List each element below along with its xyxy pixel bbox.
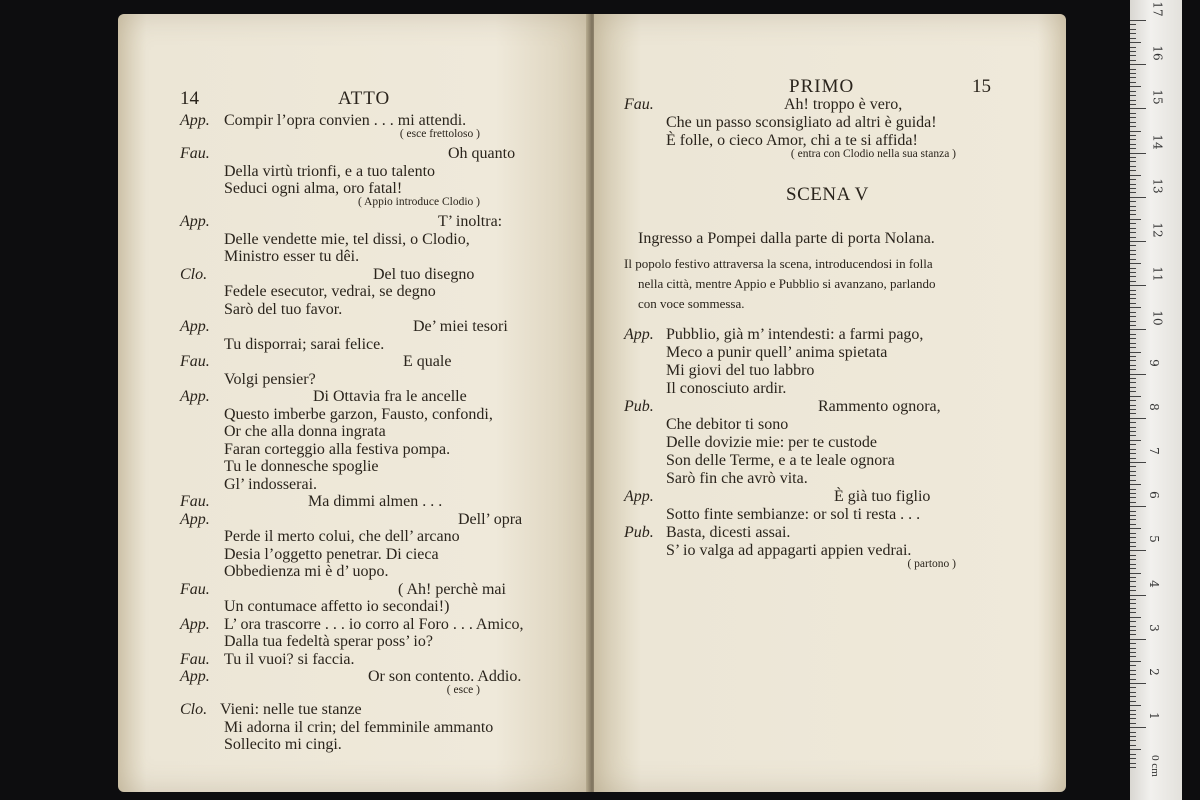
ruler-tick (1130, 369, 1136, 370)
ruler-tick (1130, 161, 1136, 162)
ruler-tick (1130, 608, 1136, 609)
ruler-tick (1130, 33, 1136, 34)
ruler-tick (1130, 409, 1136, 410)
ruler-tick (1130, 573, 1141, 574)
verse-line: Delle dovizie mie: per te custode (666, 434, 878, 451)
ruler-tick (1130, 153, 1146, 154)
ruler-tick (1130, 643, 1136, 644)
ruler-tick (1130, 519, 1136, 520)
verse-line: Ma dimmi almen . . . (308, 493, 443, 510)
ruler-tick (1130, 272, 1136, 273)
ruler-tick (1130, 360, 1136, 361)
running-header: ATTO (338, 88, 391, 109)
ruler-tick (1130, 577, 1136, 578)
verse-line: Vieni: nelle tue stanze (220, 701, 362, 718)
verse-line: Meco a punir quell’ anima spietata (666, 344, 888, 361)
ruler-tick (1130, 113, 1136, 114)
page-number: 14 (180, 88, 199, 109)
ruler-tick (1130, 245, 1136, 246)
ruler-tick (1130, 148, 1136, 149)
ruler-tick (1130, 533, 1136, 534)
ruler-tick (1130, 329, 1146, 330)
ruler-tick (1130, 356, 1136, 357)
verse-line: Della virtù trionfi, e a tuo talento (224, 162, 436, 180)
ruler-tick (1130, 82, 1136, 83)
ruler-tick (1130, 157, 1136, 158)
ruler-tick (1130, 135, 1136, 136)
speaker-label: App. (624, 326, 654, 343)
ruler-tick (1130, 599, 1136, 600)
ruler-tick (1130, 175, 1141, 176)
ruler-tick (1130, 696, 1136, 697)
ruler-tick (1130, 515, 1136, 516)
ruler-tick (1130, 104, 1136, 105)
verse-line: Sollecito mi cingi. (224, 736, 342, 753)
ruler-tick (1130, 763, 1136, 764)
verse-line: Gl’ indosserai. (224, 475, 318, 493)
ruler-tick (1130, 60, 1136, 61)
speaker-label: Fau. (180, 353, 210, 370)
ruler-tick (1130, 254, 1136, 255)
ruler-tick (1130, 612, 1136, 613)
ruler-tick (1130, 444, 1136, 445)
scene-title: SCENA V (786, 184, 869, 205)
ruler-tick (1130, 347, 1136, 348)
verse-line: Desia l’oggetto penetrar. Di cieca (224, 545, 439, 563)
ruler-tick (1130, 528, 1141, 529)
stage-direction: ( partono ) (907, 558, 956, 570)
ruler-label: 12 (1150, 222, 1165, 238)
speaker-label: App. (180, 318, 210, 335)
ruler-label: 2 (1146, 668, 1161, 676)
ruler-unit: 0 cm (1148, 755, 1161, 777)
ruler-tick (1130, 38, 1136, 39)
verse-line: Delle vendette mie, tel dissi, o Clodio, (224, 230, 470, 248)
measuring-ruler (1130, 0, 1182, 800)
ruler-tick (1130, 144, 1136, 145)
ruler-tick (1130, 387, 1136, 388)
ruler-tick (1130, 51, 1136, 52)
speaker-label: App. (180, 510, 210, 528)
verse-line: Basta, dicesti assai. (666, 524, 791, 541)
ruler-tick (1130, 20, 1146, 21)
ruler-tick (1130, 670, 1136, 671)
ruler-label: 3 (1146, 623, 1161, 632)
ruler-tick (1130, 391, 1136, 392)
verse-line: Obbedienza mi è d’ uopo. (224, 563, 389, 580)
ruler-tick (1130, 201, 1136, 202)
ruler-label: 16 (1150, 45, 1165, 61)
ruler-tick (1130, 122, 1136, 123)
page-number: 15 (972, 76, 991, 97)
ruler-tick (1130, 568, 1136, 569)
ruler-tick (1130, 435, 1136, 436)
verse-line: Oh quanto (448, 145, 516, 162)
verse-line: E quale (403, 353, 452, 370)
verse-line: Che un passo sconsigliato ad altri è guida! (666, 114, 937, 131)
ruler-tick (1130, 338, 1136, 339)
speaker-label: Fau. (180, 650, 210, 668)
ruler-label: 14 (1150, 133, 1165, 150)
ruler-tick (1130, 550, 1146, 551)
verse-line: T’ inoltra: (438, 213, 503, 230)
ruler-tick (1130, 166, 1136, 167)
ruler-tick (1130, 232, 1136, 233)
ruler-tick (1130, 683, 1146, 684)
ruler-tick (1130, 497, 1136, 498)
ruler-tick (1130, 179, 1136, 180)
ruler-tick (1130, 131, 1141, 132)
verse-line: Rammento ognora, (818, 398, 941, 415)
ruler-tick (1130, 595, 1146, 596)
ruler-tick (1130, 170, 1136, 171)
verse-line: Del tuo disegno (373, 265, 475, 283)
ruler-tick (1130, 466, 1136, 467)
scene-setting: Ingresso a Pompei dalla parte di porta Nolana. (638, 230, 935, 247)
verse-line: Che debitor ti sono (666, 416, 789, 433)
ruler-tick (1130, 69, 1136, 70)
ruler-tick (1130, 749, 1141, 750)
ruler-tick (1130, 285, 1146, 286)
ruler-tick (1130, 427, 1136, 428)
verse-line: Ah! troppo è vero, (784, 96, 903, 113)
ruler-tick (1130, 422, 1136, 423)
ruler-tick (1130, 281, 1136, 282)
ruler-tick (1130, 714, 1136, 715)
stage-direction: ( esce frettoloso ) (399, 127, 480, 140)
ruler-tick (1130, 480, 1136, 481)
speaker-label: Fau. (624, 96, 654, 113)
verse-line: Son delle Terme, e a te leale ognora (666, 452, 895, 469)
ruler-tick (1130, 334, 1136, 335)
verse-line: Dalla tua fedeltà sperar poss’ io? (224, 633, 433, 650)
ruler-tick (1130, 586, 1136, 587)
verse-line: De’ miei tesori (413, 318, 508, 335)
scene-description-line: Il popolo festivo attraversa la scena, introducendosi in folla (624, 256, 933, 271)
stage-direction: ( Appio introduce Clodio ) (357, 195, 480, 208)
ruler-label: 9 (1146, 358, 1161, 367)
ruler-tick (1130, 24, 1136, 25)
ruler-tick (1130, 679, 1136, 680)
speaker-label: App. (624, 488, 654, 505)
ruler-tick (1130, 42, 1141, 43)
ruler-tick (1130, 440, 1141, 441)
ruler-tick (1130, 219, 1141, 220)
verse-line: Compir l’opra convien . . . mi attendi. (224, 112, 467, 129)
ruler-label: 1 (1146, 712, 1161, 721)
speaker-label: App. (180, 668, 210, 685)
ruler-tick (1130, 77, 1136, 78)
ruler-tick (1130, 268, 1136, 269)
ruler-tick (1130, 484, 1141, 485)
ruler-tick (1130, 621, 1136, 622)
ruler-tick (1130, 413, 1136, 414)
ruler-tick (1130, 718, 1136, 719)
ruler-tick (1130, 559, 1136, 560)
ruler-tick (1130, 303, 1136, 304)
ruler-tick (1130, 405, 1136, 406)
verse-line: Mi giovi del tuo labbro (666, 362, 815, 379)
ruler-tick (1130, 701, 1136, 702)
ruler-tick (1130, 55, 1136, 56)
open-book (118, 14, 1066, 792)
verse-line: Sarò del tuo favor. (224, 300, 343, 318)
ruler-tick (1130, 727, 1146, 728)
stage-direction: ( esce ) (446, 683, 480, 696)
ruler-tick (1130, 687, 1136, 688)
ruler-tick (1130, 206, 1136, 207)
speaker-label: App. (180, 112, 210, 129)
ruler-tick (1130, 197, 1146, 198)
ruler-tick (1130, 352, 1141, 353)
ruler-tick (1130, 29, 1136, 30)
speaker-label: Clo. (180, 701, 208, 718)
ruler-tick (1130, 471, 1136, 472)
scene-description-line: nella città, mentre Appio e Pubblio si avanzano, parlando (638, 276, 936, 291)
ruler-tick (1130, 745, 1136, 746)
speaker-label: App. (180, 213, 210, 230)
ruler-tick (1130, 95, 1136, 96)
ruler-tick (1130, 298, 1136, 299)
ruler-tick (1130, 316, 1136, 317)
speaker-label: App. (180, 388, 210, 405)
ruler-tick (1130, 117, 1136, 118)
verse-line: Tu il vuoi? si faccia. (224, 650, 355, 668)
running-header: PRIMO (789, 76, 855, 97)
ruler-tick (1130, 603, 1136, 604)
ruler-tick (1130, 378, 1136, 379)
ruler-label: 17 (1150, 1, 1165, 17)
verse-line: Faran corteggio alla festiva pompa. (224, 440, 451, 458)
verse-line: Ministro esser tu dêi. (224, 248, 360, 265)
ruler-tick (1130, 108, 1146, 109)
ruler-tick (1130, 710, 1136, 711)
verse-line: È folle, o cieco Amor, chi a te si affida! (666, 132, 918, 149)
ruler-tick (1130, 312, 1136, 313)
ruler-tick (1130, 453, 1136, 454)
ruler-label: 8 (1146, 402, 1161, 411)
verse-line: Mi adorna il crin; del femminile ammanto (224, 718, 494, 736)
ruler-tick (1130, 546, 1136, 547)
ruler-tick (1130, 210, 1136, 211)
ruler-tick (1130, 458, 1136, 459)
ruler-tick (1130, 661, 1141, 662)
verse-line: È già tuo figlio (834, 488, 931, 505)
verse-line: Un contumace affetto io secondai!) (224, 598, 450, 615)
verse-line: Sotto finte sembianze: or sol ti resta . . . (666, 506, 921, 523)
ruler-label: 15 (1150, 89, 1165, 106)
ruler-tick (1130, 542, 1136, 543)
ruler-label: 5 (1146, 535, 1161, 544)
ruler-tick (1130, 228, 1136, 229)
verse-line: ( Ah! perchè mai (398, 580, 506, 598)
ruler-tick (1130, 382, 1136, 383)
ruler-tick (1130, 139, 1136, 140)
ruler-tick (1130, 400, 1136, 401)
ruler-tick (1130, 723, 1136, 724)
verse-line: Perde il merto colui, che dell’ arcano (224, 528, 460, 545)
ruler-tick (1130, 294, 1136, 295)
verse-line: L’ ora trascorre . . . io corro al Foro . . . Amico, (224, 615, 524, 633)
ruler-tick (1130, 449, 1136, 450)
ruler-tick (1130, 223, 1136, 224)
ruler-tick (1130, 126, 1136, 127)
ruler-tick (1130, 276, 1136, 277)
ruler-label: 7 (1146, 447, 1161, 455)
ruler-tick (1130, 555, 1136, 556)
ruler-tick (1130, 502, 1136, 503)
verse-line: Di Ottavia fra le ancelle (313, 388, 467, 405)
ruler-tick (1130, 237, 1136, 238)
ruler-tick (1130, 656, 1136, 657)
ruler-tick (1130, 665, 1136, 666)
ruler-tick (1130, 626, 1136, 627)
ruler-tick (1130, 537, 1136, 538)
ruler-tick (1130, 732, 1136, 733)
speaker-label: Pub. (624, 398, 654, 415)
ruler-tick (1130, 263, 1141, 264)
speaker-label: Clo. (180, 265, 208, 283)
ruler-tick (1130, 630, 1136, 631)
verse-line: Dell’ opra (458, 510, 523, 528)
speaker-label: App. (180, 615, 210, 633)
ruler-tick (1130, 325, 1136, 326)
ruler-tick (1130, 758, 1136, 759)
ruler-tick (1130, 674, 1136, 675)
ruler-label: 10 (1150, 310, 1165, 327)
ruler-tick (1130, 64, 1146, 65)
ruler-tick (1130, 692, 1136, 693)
stage-direction: ( entra con Clodio nella sua stanza ) (790, 148, 956, 160)
ruler-tick (1130, 767, 1136, 768)
verse-line: Tu le donnesche spoglie (224, 458, 379, 475)
verse-line: Il conosciuto ardir. (666, 380, 787, 397)
verse-line: Volgi pensier? (224, 370, 316, 388)
ruler-tick (1130, 91, 1136, 92)
verse-line: S’ io valga ad appagarti appien vedrai. (666, 542, 912, 559)
ruler-tick (1130, 524, 1136, 525)
ruler-label: 11 (1150, 266, 1165, 282)
right-page (594, 14, 1066, 792)
ruler-tick (1130, 648, 1136, 649)
ruler-tick (1130, 184, 1136, 185)
ruler-tick (1130, 590, 1136, 591)
speaker-label: Fau. (180, 145, 210, 162)
verse-line: Or che alla donna ingrata (224, 423, 386, 440)
ruler-tick (1130, 241, 1146, 242)
verse-line: Questo imberbe garzon, Fausto, confondi, (224, 405, 493, 423)
ruler-tick (1130, 100, 1136, 101)
ruler-tick (1130, 290, 1136, 291)
ruler-tick (1130, 73, 1136, 74)
ruler-tick (1130, 321, 1136, 322)
ruler-tick (1130, 418, 1146, 419)
ruler-tick (1130, 581, 1136, 582)
verse-line: Seduci ogni alma, oro fatal! (224, 180, 403, 197)
ruler-tick (1130, 705, 1141, 706)
ruler-label: 13 (1150, 178, 1165, 194)
speaker-label: Fau. (180, 580, 210, 598)
ruler-tick (1130, 214, 1136, 215)
ruler-label: 6 (1146, 491, 1161, 500)
ruler-tick (1130, 188, 1136, 189)
ruler-tick (1130, 462, 1146, 463)
ruler-tick (1130, 86, 1141, 87)
scene-description-line: con voce sommessa. (638, 296, 745, 311)
ruler-label: 4 (1146, 579, 1161, 588)
ruler-tick (1130, 652, 1136, 653)
ruler-tick (1130, 564, 1136, 565)
ruler-tick (1130, 475, 1136, 476)
ruler-tick (1130, 754, 1136, 755)
ruler-tick (1130, 374, 1146, 375)
ruler-tick (1130, 617, 1141, 618)
ruler-tick (1130, 396, 1141, 397)
ruler-tick (1130, 506, 1146, 507)
ruler-tick (1130, 343, 1136, 344)
ruler-tick (1130, 192, 1136, 193)
ruler-tick (1130, 639, 1146, 640)
ruler-tick (1130, 250, 1136, 251)
ruler-tick (1130, 259, 1136, 260)
ruler-tick (1130, 493, 1136, 494)
verse-line: Or son contento. Addio. (368, 668, 522, 685)
verse-line: Tu disporrai; sarai felice. (224, 335, 385, 353)
left-page (118, 14, 590, 792)
ruler-tick (1130, 307, 1141, 308)
ruler-tick (1130, 736, 1136, 737)
ruler-tick (1130, 365, 1136, 366)
ruler-tick (1130, 431, 1136, 432)
ruler-tick (1130, 511, 1136, 512)
verse-line: Sarò fin che avrò vita. (666, 470, 808, 487)
verse-line: Fedele esecutor, vedrai, se degno (224, 283, 436, 300)
ruler-tick (1130, 47, 1136, 48)
ruler-tick (1130, 634, 1136, 635)
ruler-tick (1130, 489, 1136, 490)
speaker-label: Fau. (180, 493, 210, 510)
ruler-tick (1130, 740, 1136, 741)
speaker-label: Pub. (624, 524, 654, 541)
verse-line: Pubblio, già m’ intendesti: a farmi pago, (666, 326, 924, 343)
